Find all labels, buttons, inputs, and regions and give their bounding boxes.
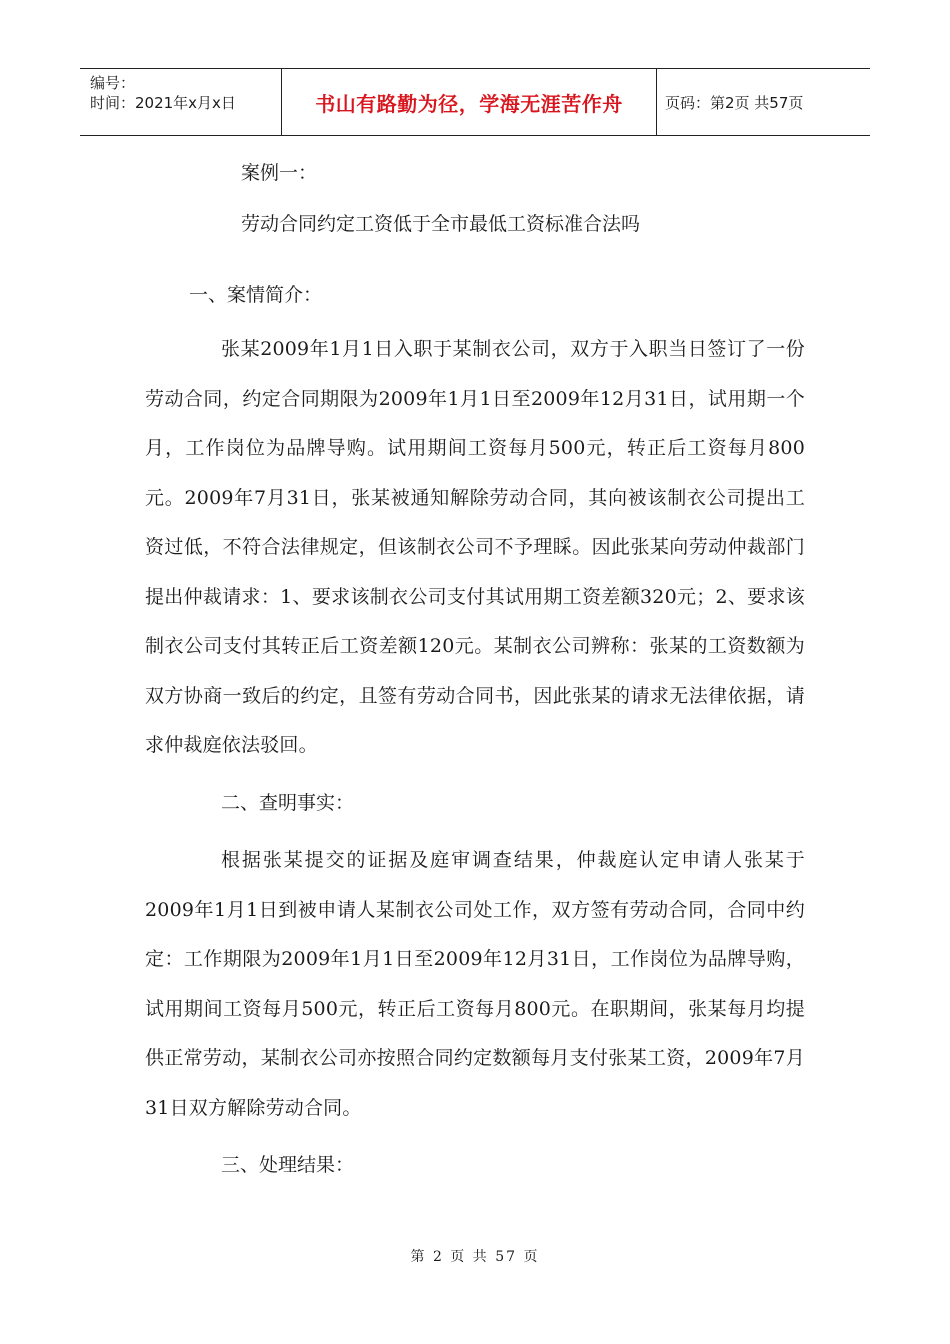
header-page-info: 页码：第2页 共57页: [665, 93, 804, 112]
section1-paragraph: 张某2009年1月1日入职于某制衣公司，双方于入职当日签订了一份劳动合同，约定合同期限为2009年1月1日至2009年12月31日，试用期一个月，工作岗位为品牌导购。试用期间工资每月500元，转正后工资每月800元。2009年7月31日，张某被通知解除劳动合同，其向被该制衣公司提出工资过低，不符合法律规定，但该制衣公司不予理睬。因此张某向劳动仲裁部门提出仲裁请求：1、要求该制衣公司支付其试用期工资差额320元；2、要求该制衣公司支付其转正后工资差额120元。某制衣公司辨称：张某的工资数额为双方协商一致后的约定，且签有劳动合同书，因此张某的请求无法律依据，请求仲裁庭依法驳回。: [145, 338, 805, 756]
case-label: 案例一：: [241, 162, 318, 184]
section3-heading: 三、处理结果：: [221, 1154, 355, 1176]
document-body: [145, 152, 805, 1191]
document-time-label: 时间：2021年x月x日: [90, 94, 236, 112]
header-page-cell: [657, 69, 870, 135]
document-title: 劳动合同约定工资低于全市最低工资标准合法吗: [241, 213, 641, 235]
header-meta-cell: [80, 69, 282, 135]
section1-heading: 一、案情简介：: [189, 284, 323, 306]
document-number-label: 编号：: [90, 74, 136, 92]
section2-heading: 二、查明事实：: [221, 791, 355, 814]
header-motto: 书山有路勤为径，学海无涯苦作舟: [315, 91, 623, 116]
header-motto-cell: [282, 69, 657, 135]
header-table: [80, 68, 870, 136]
page-footer: 第 2 页 共 57 页: [410, 1249, 540, 1265]
section2-paragraph: 根据张某提交的证据及庭审调查结果，仲裁庭认定申请人张某于2009年1月1日到被申请人某制衣公司处工作，双方签有劳动合同，合同中约定：工作期限为2009年1月1日至2009年12月31日，工作岗位为品牌导购，试用期间工资每月500元，转正后工资每月800元。在职期间，张某每月均提供正常劳动，某制衣公司亦按照合同约定数额每月支付张某工资，2009年7月31日双方解除劳动合同。: [145, 849, 805, 1119]
